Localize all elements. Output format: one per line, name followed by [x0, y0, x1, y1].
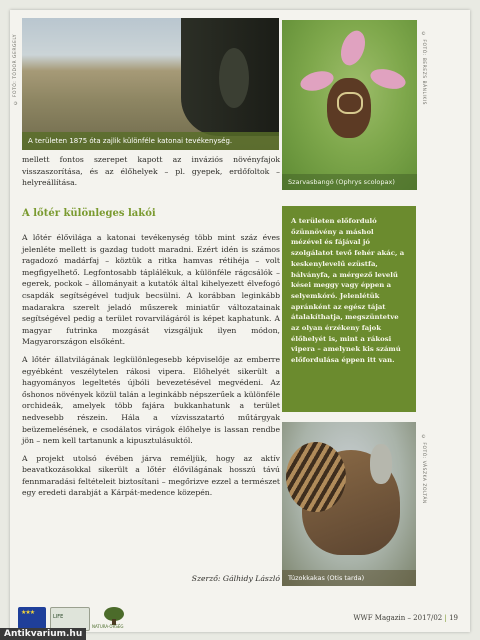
- orchid-petal: [337, 27, 370, 68]
- photo-caption-orchid: Szarvasbangó (Ophrys scolopax): [282, 174, 417, 190]
- orchid-lip-marking: [337, 92, 363, 114]
- photo-caption-bustard: Túzokkakas (Otis tarda): [282, 570, 416, 586]
- military-helicopter-photo: [22, 18, 279, 150]
- eu-stars-icon: ★★★: [21, 609, 35, 616]
- bustard-head: [370, 444, 392, 484]
- page-number: 19: [449, 614, 458, 622]
- invasive-species-sidebox: [282, 206, 416, 412]
- nature-park-logo: [92, 607, 136, 629]
- footer-separator: |: [444, 614, 447, 622]
- nature-park-logo-text: NATURA·ŐRSÉG: [92, 624, 124, 629]
- author-line: Szerző: Gálhidy László: [191, 574, 280, 583]
- intro-text: mellett fontos szerepet kapott az inváziós növényfajok visszaszorítása, és az élőhelyek – pl. gyepek, erdőfoltok – helyreállítása.: [22, 155, 280, 188]
- magazine-page: [10, 10, 470, 632]
- orchid-petal: [368, 66, 407, 93]
- helicopter-window: [219, 48, 249, 108]
- antikvarium-watermark: Antikvarium.hu: [0, 628, 86, 640]
- article-paragraph-3: A projekt utolsó évében járva reméljük, hogy az aktív beavatkozásokkal sikerült a lőtér élővilágának hosszú távú fennmaradási feltételeit biztosítani – megőrizve ezzel a természet egy eredeti darabját a Kárpát-medence közepén.: [22, 453, 280, 498]
- eu-flag-logo: [18, 607, 46, 629]
- orchid-photo: [282, 20, 417, 190]
- photo-caption-military: A területen 1875 óta zajlik különféle katonai tevékenység.: [22, 132, 279, 150]
- bustard-wing: [286, 442, 346, 512]
- section-heading: A lőtér különleges lakói: [22, 208, 156, 219]
- article-paragraph-2: A lőtér állatvilágának legkülönlegesebb képviselője az emberre egyébként veszélytelen rákosi vipera. Előhelyét sikerült a hagyományos legeltetés újbóli bevezetésével megvédeni. Az őshonos növények közül talán a leginkább népszerűek a különféle orchideák, amelyek több fajára bukkanhatunk a terület nedvesebb részein. Hála a vízvisszatartó műtárgyak beüzemelésének, e csodálatos virágok élőhelye is lassan rendbe jön – nem kell tartanunk a kipusztulásuktól.: [22, 354, 280, 446]
- article-paragraph-1: A lőtér élővilága a katonai tevékenység több mint száz éves jelenléte mellett is gazdag tudott maradni. Ezért idén is számos ragadozó madárfaj – köztük a ritka hamvas rétihéja – volt megfigyelhető. Legfontosabb táplálékuk, a különféle rágcsálók – egerek, pockok – állományait a kutatók által kihelyezett élvefogó csapdák segítségével tudjuk becsülni. A korábban leginkább madarakra szerelt jeladó műszerek miniatűr változatainak segítségével pedig a terület rovarvilágáról is képet kaphatunk. A magyar futrinka mozgását vizsgáljuk ilyen módon, Magyarországon elsőként.: [22, 233, 280, 347]
- intro-paragraph: [22, 154, 280, 195]
- page-footer-info: [353, 614, 458, 622]
- life-logo-text: LIFE: [53, 614, 64, 620]
- bustard-photo: [282, 422, 416, 586]
- magazine-issue: WWF Magazin – 2017/02: [353, 614, 443, 622]
- sidebox-text: A területen előforduló őzünnövény a máshol mézével és fájával jó szolgálatot tevő fehér akác, a keskenylevelű ezüstfa, bálványfa, a mérgező levelű kései meggy vagy éppen a selyemkóró. Jelenlétük apránként az egész tájat átalakíthatja, megszüntetve az olyan érzékeny fajok élőhelyét is, mint a rákosi vipera – amelynek kis számú előfordulása éppen itt van.: [291, 217, 405, 365]
- photo-credit-left: © FOTÓ: TÓDOR GERGELY: [13, 34, 18, 105]
- photo-credit-right-bottom: © FOTÓ: VÁSZKA ZOLTÁN: [421, 435, 426, 504]
- article-body: [22, 232, 280, 505]
- photo-credit-right-top: © FOTÓ: BEREZS BÁNLIKIS: [421, 32, 426, 105]
